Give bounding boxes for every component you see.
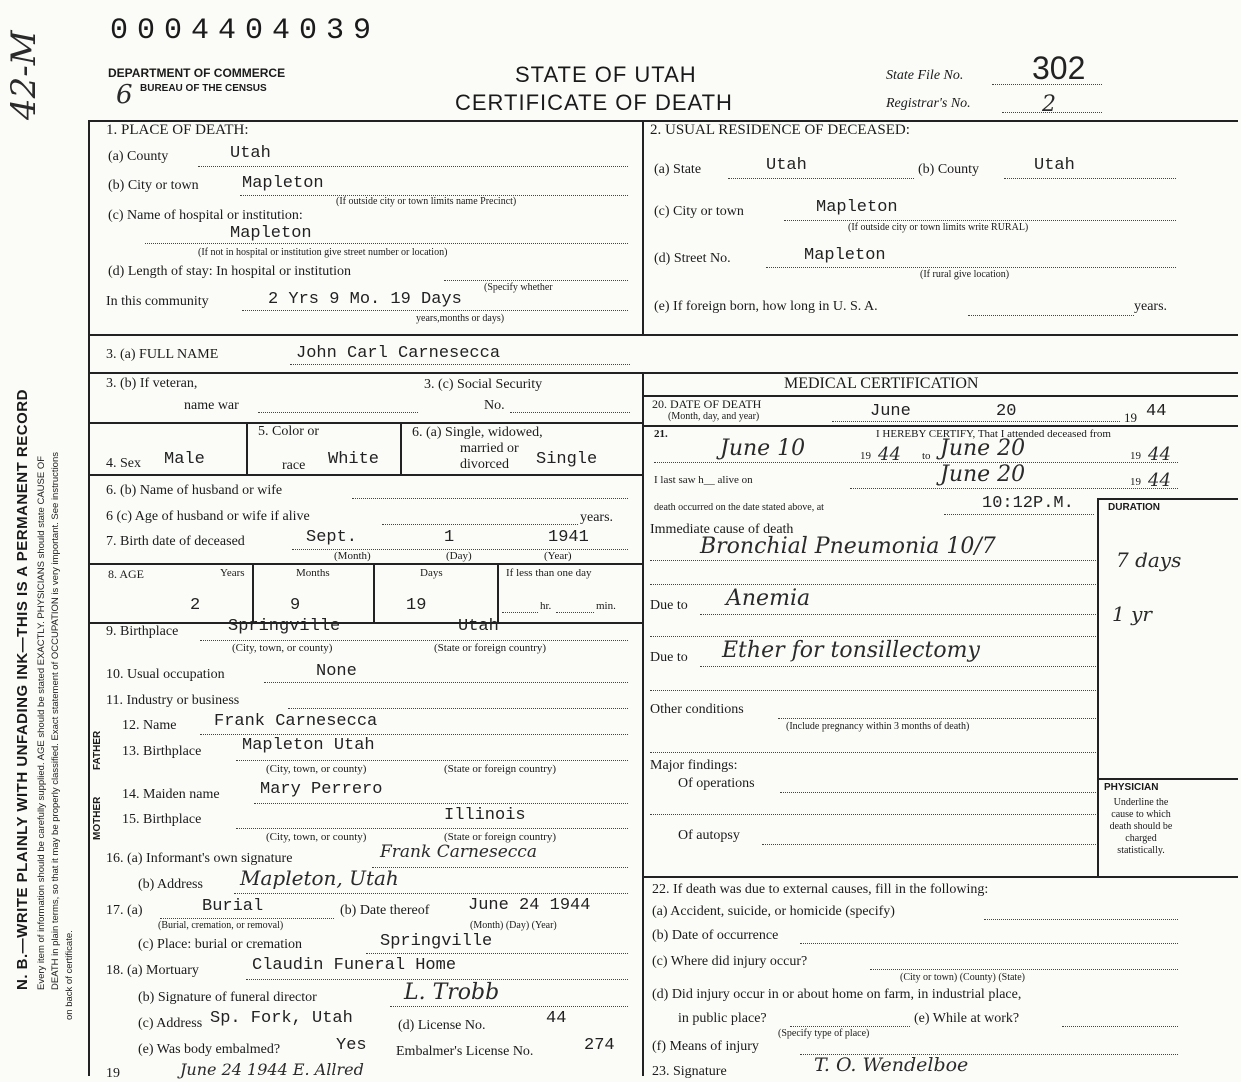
occupation-label: 10. Usual occupation — [106, 667, 225, 682]
res-city: Mapleton — [816, 198, 898, 217]
dod-day: 20 — [996, 402, 1017, 421]
burial-date-note: (Month) (Day) (Year) — [470, 920, 557, 931]
line-19-label: 19 — [106, 1066, 120, 1081]
marital-label: 6. (a) Single, widowed, — [412, 425, 543, 440]
serial-number: 0004404039 — [110, 14, 381, 48]
residence-heading: 2. USUAL RESIDENCE OF DECEASED: — [650, 122, 910, 138]
year-caption: (Year) — [544, 550, 572, 562]
stay-label: (d) Length of stay: In hospital or institution — [108, 264, 352, 279]
ssn-label: 3. (c) Social Security — [424, 377, 543, 392]
last-saw-label: I last saw h__ alive on — [654, 474, 753, 486]
res-state-label: (a) State — [654, 162, 702, 177]
corner-mark: 6 — [116, 80, 133, 110]
medical-heading: MEDICAL CERTIFICATION — [784, 375, 979, 392]
sex-value: Male — [164, 450, 205, 469]
years-col: Years — [220, 567, 245, 579]
last-year-prefix: 19 — [1130, 476, 1141, 488]
full-name: John Carl Carnesecca — [296, 344, 501, 363]
director-sig-label: (b) Signature of funeral director — [138, 990, 317, 1005]
item-21-label: 21. — [654, 428, 668, 440]
injury-where-label: (c) Where did injury occur? — [652, 954, 808, 969]
public-place-label: in public place? — [678, 1011, 767, 1026]
spouse-label: 6. (b) Name of husband or wife — [106, 483, 283, 498]
years-label: years. — [1134, 299, 1168, 314]
sex-label: 4. Sex — [106, 456, 141, 471]
at-work-label: (e) While at work? — [914, 1011, 1020, 1026]
type-of-place-note: (Specify type of place) — [778, 1028, 870, 1039]
attended-to: June 20 — [940, 436, 1026, 461]
physician-signature: T. O. Wendelboe — [814, 1054, 969, 1076]
means-of-injury-label: (f) Means of injury — [652, 1039, 759, 1054]
occupation-value: None — [316, 662, 357, 681]
other-conditions-note: (Include pregnancy within 3 months of death) — [786, 721, 970, 732]
months-col: Months — [296, 567, 330, 579]
race-value: White — [328, 450, 380, 469]
of-autopsy-label: Of autopsy — [678, 828, 740, 843]
foreign-label: (e) If foreign born, how long in U. S. A. — [654, 299, 878, 314]
father-tag: FATHER — [92, 730, 103, 770]
permanent-record-notice: N. B.—WRITE PLAINLY WITH UNFADING INK—THIS IS A PERMANENT RECORD — [14, 389, 31, 990]
days-col: Days — [420, 567, 443, 579]
immediate-cause-label: Immediate cause of death — [650, 522, 794, 537]
registrar-label: Registrar's No. — [886, 96, 971, 111]
mortuary-name: Claudin Funeral Home — [252, 956, 457, 975]
embalmed-value: Yes — [336, 1036, 367, 1055]
full-name-label: 3. (a) FULL NAME — [106, 347, 219, 362]
community-label: In this community — [106, 294, 209, 309]
informant-signature: Frank Carnesecca — [380, 842, 537, 862]
lt-day-col: If less than one day — [506, 567, 592, 579]
embalmer-number: 274 — [584, 1036, 615, 1055]
registrar-number: 2 — [1042, 92, 1056, 117]
death-city: Mapleton — [242, 174, 324, 193]
mother-name-label: 14. Maiden name — [122, 787, 220, 802]
accident-label: (a) Accident, suicide, or homicide (specify) — [652, 904, 895, 919]
mother-birthplace: Illinois — [444, 806, 526, 825]
physician-note: Underline the cause to which death should be charged statistically. — [1109, 797, 1173, 856]
birthplace-city: Springville — [228, 617, 341, 636]
physician-label: PHYSICIAN — [1104, 782, 1159, 793]
informant-sig-label: 16. (a) Informant's own signature — [106, 851, 293, 866]
mortuary-label: 18. (a) Mortuary — [106, 963, 199, 978]
informant-address-label: (b) Address — [138, 877, 203, 892]
spouse-age-label: 6 (c) Age of husband or wife if alive — [106, 509, 310, 524]
bp-state-note: (State or foreign country) — [434, 642, 547, 654]
embalmer-label: Embalmer's License No. — [396, 1044, 534, 1059]
from-year-prefix: 19 — [860, 450, 871, 462]
day-caption: (Day) — [446, 550, 472, 562]
immediate-cause: Bronchial Pneumonia 10/7 — [700, 534, 996, 559]
industry-label: 11. Industry or business — [106, 693, 240, 708]
father-birthplace: Mapleton Utah — [242, 736, 375, 755]
race-label: race — [282, 458, 306, 473]
spouse-years-label: years. — [580, 510, 614, 525]
burial-label: 17. (a) — [106, 903, 143, 918]
certificate-title: CERTIFICATE OF DEATH — [455, 90, 733, 115]
major-findings-label: Major findings: — [650, 758, 738, 773]
department-label: DEPARTMENT OF COMMERCE — [108, 66, 286, 80]
birth-date-label: 7. Birth date of deceased — [106, 534, 245, 549]
mother-birthplace-label: 15. Birthplace — [122, 812, 202, 827]
embalmed-label: (e) Was body embalmed? — [138, 1042, 281, 1057]
mother-city-note: (City, town, or county) — [266, 831, 367, 843]
injury-where-note: (City or town) (County) (State) — [900, 972, 1025, 983]
color-label: 5. Color or — [258, 424, 320, 439]
to-label: to — [922, 450, 931, 462]
dod-note: (Month, day, and year) — [668, 411, 760, 422]
res-city-note: (If outside city or town limits write RURAL) — [848, 222, 1029, 233]
instructions-line-3: on back of certificate. — [64, 930, 75, 1020]
instructions-line-2: DEATH in plain terms, so that it may be properly classified. Exact statement of OCCUPATION is very important. See instructions — [50, 452, 61, 990]
res-street: Mapleton — [804, 246, 886, 265]
death-county: Utah — [230, 144, 271, 163]
to-year-prefix: 19 — [1130, 450, 1141, 462]
min-label: min. — [596, 600, 616, 612]
attended-from: June 10 — [720, 436, 806, 461]
external-heading: 22. If death was due to external causes, fill in the following: — [652, 882, 989, 897]
stamp-mark: 42-M — [4, 30, 44, 120]
res-street-label: (d) Street No. — [654, 251, 731, 266]
father-name-label: 12. Name — [122, 718, 177, 733]
occurrence-date-label: (b) Date of occurrence — [652, 928, 779, 943]
occurred-label: death occurred on the date stated above, at — [654, 502, 824, 513]
marital-value: Single — [536, 450, 598, 469]
community-stay: 2 Yrs 9 Mo. 19 Days — [268, 290, 462, 309]
mother-tag: MOTHER — [92, 796, 103, 840]
instructions-line-1: Every item of information should be carefully supplied. AGE should be stated EXACTLY. PHYSICIANS should state CAUSE OF — [36, 455, 47, 990]
burial-place: Springville — [380, 932, 493, 951]
burial-date-label: (b) Date thereof — [340, 903, 430, 918]
father-name: Frank Carnesecca — [214, 712, 378, 731]
marital-label-2: married or — [460, 441, 519, 456]
license-label: (d) License No. — [398, 1018, 486, 1033]
age-months: 9 — [290, 596, 301, 615]
due-to-2: Ether for tonsillectomy — [722, 638, 980, 663]
burial-note: (Burial, cremation, or removal) — [158, 920, 284, 931]
due-to-label-2: Due to — [650, 650, 688, 665]
last-saw-date: June 20 — [940, 462, 1026, 487]
director-signature: L. Trobb — [404, 980, 500, 1005]
death-time: 10:12P.M. — [982, 494, 1074, 513]
hospital-label: (c) Name of hospital or institution: — [108, 208, 303, 223]
ssn-no-label: No. — [484, 398, 505, 413]
burial-date: June 24 1944 — [468, 896, 591, 915]
units-note: years,months or days) — [416, 313, 505, 324]
father-city-note: (City, town, or county) — [266, 763, 367, 775]
due-to-1: Anemia — [726, 586, 811, 611]
bureau-label: BUREAU OF THE CENSUS — [140, 83, 267, 94]
res-city-label: (c) City or town — [654, 204, 744, 219]
last-year: 44 — [1148, 470, 1171, 491]
state-file-number: 302 — [1032, 50, 1086, 86]
birthplace-state: Utah — [458, 617, 499, 636]
mother-maiden-name: Mary Perrero — [260, 780, 383, 799]
birth-day: 1 — [444, 528, 455, 547]
fd-address: Sp. Fork, Utah — [210, 1009, 353, 1028]
birthplace-label: 9. Birthplace — [106, 624, 179, 639]
dod-year: 44 — [1146, 402, 1167, 421]
specify-note: (Specify whether — [484, 282, 553, 293]
due-to-1-duration: 1 yr — [1112, 602, 1152, 626]
dod-month: June — [870, 402, 911, 421]
res-state: Utah — [766, 156, 807, 175]
place-of-death-heading: 1. PLACE OF DEATH: — [106, 122, 249, 138]
city-note: (If outside city or town limits name Precinct) — [336, 196, 517, 207]
state-file-label: State File No. — [886, 68, 964, 83]
burial-value: Burial — [202, 897, 264, 916]
hospital-name: Mapleton — [230, 224, 312, 243]
age-years: 2 — [190, 596, 201, 615]
fd-address-label: (c) Address — [138, 1016, 203, 1031]
name-war-label: name war — [184, 398, 239, 413]
other-conditions-label: Other conditions — [650, 702, 744, 717]
signature-label: 23. Signature — [652, 1064, 727, 1079]
birth-month: Sept. — [306, 528, 358, 547]
informant-address: Mapleton, Utah — [240, 866, 399, 890]
father-birthplace-label: 13. Birthplace — [122, 744, 202, 759]
city-label: (b) City or town — [108, 178, 199, 193]
from-year: 44 — [878, 444, 901, 465]
line-19-signature: June 24 1944 E. Allred — [180, 1060, 364, 1079]
month-caption: (Month) — [334, 550, 371, 562]
res-county-label: (b) County — [918, 162, 980, 177]
age-label: 8. AGE — [108, 567, 144, 581]
immediate-duration: 7 days — [1116, 548, 1182, 572]
to-year: 44 — [1148, 444, 1171, 465]
age-days: 19 — [406, 596, 427, 615]
mother-state-note: (State or foreign country) — [444, 831, 557, 843]
duration-label: DURATION — [1108, 502, 1161, 513]
father-state-note: (State or foreign country) — [444, 763, 557, 775]
injury-place-label: (d) Did injury occur in or about home on farm, in industrial place, — [652, 987, 1022, 1002]
state-title: STATE OF UTAH — [515, 62, 697, 87]
dod-label: 20. DATE OF DEATH — [652, 397, 762, 411]
certify-text: I HEREBY CERTIFY, That I attended deceased from — [876, 428, 1111, 440]
veteran-label: 3. (b) If veteran, — [106, 376, 198, 391]
res-county: Utah — [1034, 156, 1075, 175]
birth-year: 1941 — [548, 528, 589, 547]
of-operations-label: Of operations — [678, 776, 755, 791]
burial-place-label: (c) Place: burial or cremation — [138, 937, 303, 952]
hr-label: hr. — [540, 600, 552, 612]
bp-city-note: (City, town, or county) — [232, 642, 333, 654]
dod-year-prefix: 19 — [1124, 410, 1137, 425]
license-number: 44 — [546, 1009, 567, 1028]
due-to-label-1: Due to — [650, 598, 688, 613]
hospital-note: (If not in hospital or institution give street number or location) — [198, 247, 448, 258]
county-label: (a) County — [108, 149, 169, 164]
marital-label-3: divorced — [460, 457, 509, 472]
res-street-note: (If rural give location) — [920, 269, 1010, 280]
